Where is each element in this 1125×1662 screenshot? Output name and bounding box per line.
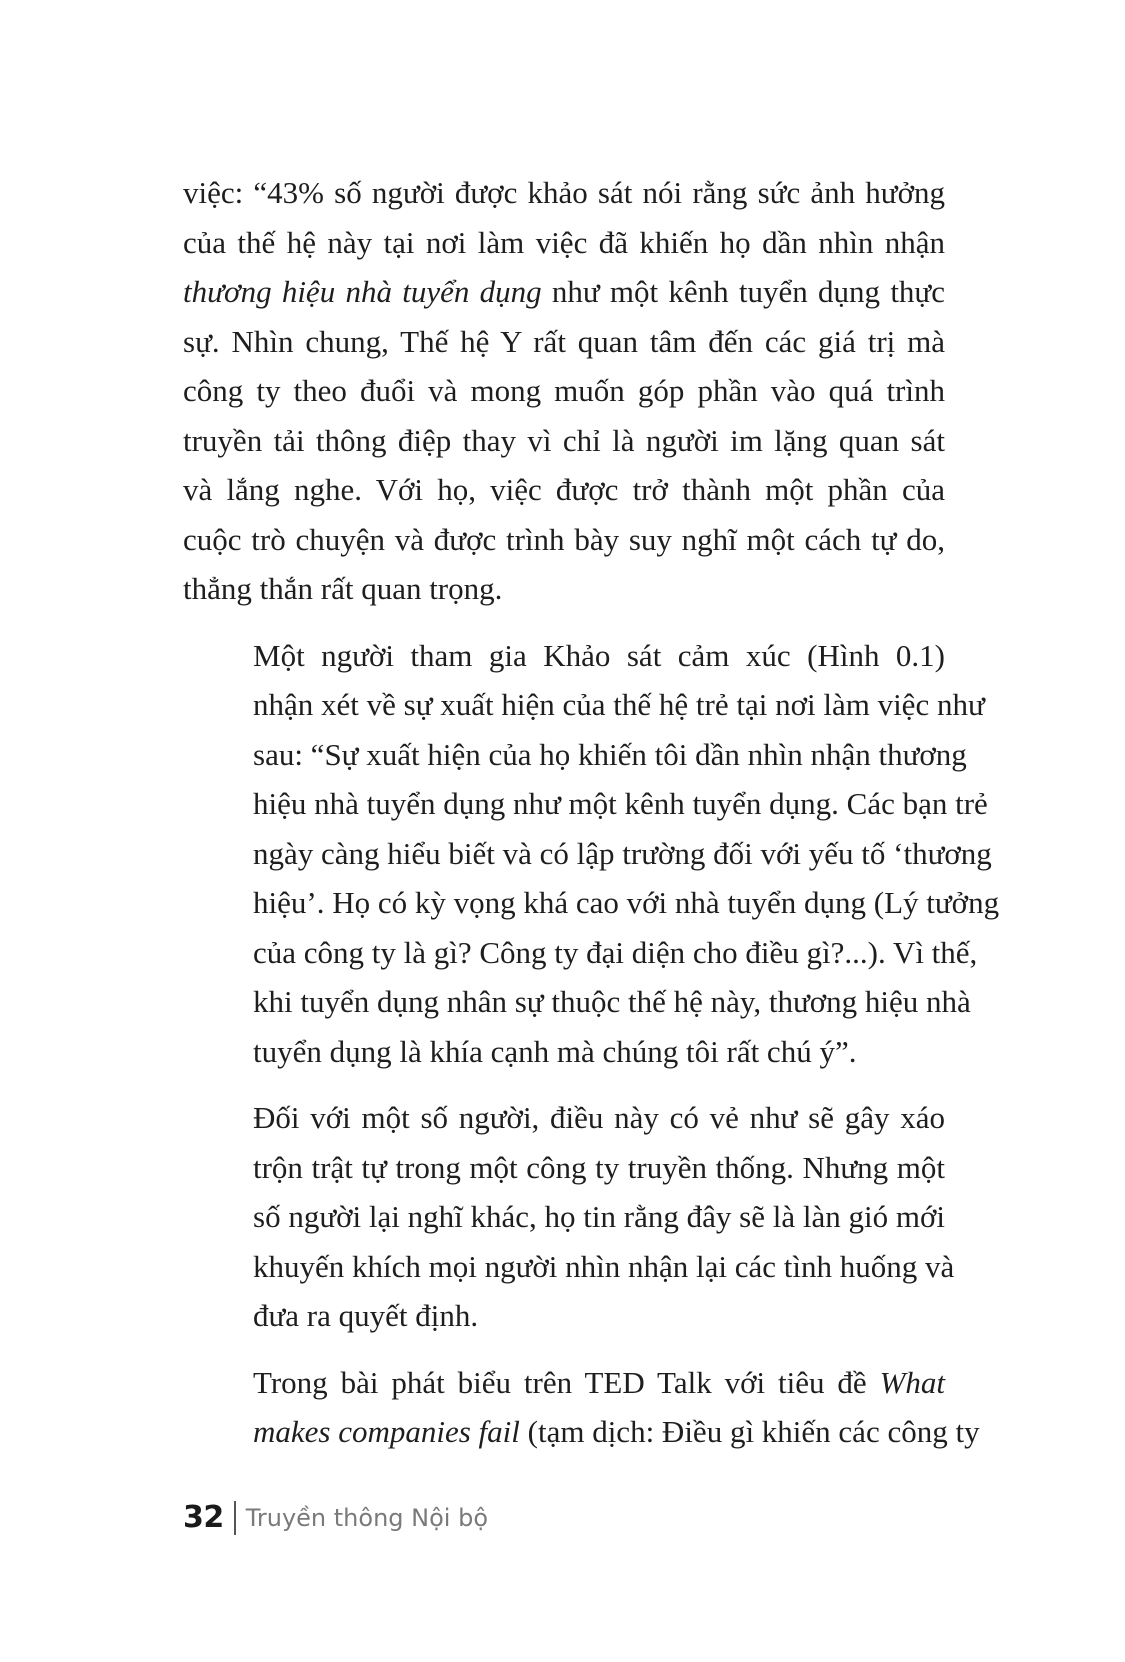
text-run: của thế hệ này tại nơi làm việc đã khiến họ dần nhìn nhận	[183, 224, 945, 260]
text-run: ngày càng hiểu biết và có lập trường đối với yếu tố ‘thương	[253, 835, 992, 871]
text-run: truyền tải thông điệp thay vì chỉ là người im lặng quan sát	[183, 422, 945, 458]
italic-text: makes companies fail	[253, 1414, 520, 1449]
text-run: và lắng nghe. Với họ, việc được trở thành một phần của	[183, 472, 945, 507]
text-run: (tạm dịch: Điều gì khiến các công ty	[519, 1414, 980, 1449]
text-line	[183, 564, 945, 614]
page-body	[183, 168, 1000, 1474]
text-line	[183, 1242, 955, 1292]
text-line	[183, 730, 967, 780]
text-run: của công ty là gì? Công ty đại diện cho điều gì?...). Vì thế,	[253, 934, 978, 970]
text-line	[183, 829, 992, 879]
text-line	[183, 1291, 945, 1341]
page-number: 32	[183, 1500, 224, 1535]
text-run: Trong bài phát biểu trên TED Talk với tiêu đề	[253, 1364, 880, 1400]
text-run: khi tuyển dụng nhân sự thuộc thế hệ này, thương hiệu nhà	[253, 984, 971, 1019]
text-run: hiệu’. Họ có kỳ vọng khá cao với nhà tuyển dụng (Lý tưởng	[253, 885, 1000, 920]
text-run: nhận xét về sự xuất hiện của thế hệ trẻ tại nơi làm việc như	[253, 687, 985, 722]
text-line	[183, 631, 945, 681]
paragraph	[183, 168, 945, 614]
paragraph	[183, 1358, 980, 1457]
text-run: khuyến khích mọi người nhìn nhận lại các tình huống và	[253, 1248, 955, 1284]
text-run: sau: “Sự xuất hiện của họ khiến tôi dần nhìn nhận thương	[253, 736, 967, 772]
text-line	[183, 317, 945, 367]
text-run: thẳng thắn rất quan trọng.	[183, 571, 503, 606]
paragraph	[183, 631, 1000, 1077]
text-run: cuộc trò chuyện và được trình bày suy nghĩ một cách tự do,	[183, 521, 945, 557]
text-line	[183, 1192, 945, 1242]
text-run: việc: “43% số người được khảo sát nói rằng sức ảnh hưởng	[183, 175, 945, 210]
text-line	[183, 878, 1000, 928]
paragraph	[183, 1093, 955, 1341]
italic-text: What	[879, 1364, 945, 1400]
text-line	[183, 1358, 945, 1408]
footer-divider	[234, 1501, 236, 1535]
text-run: đưa ra quyết định.	[253, 1298, 479, 1333]
italic-text: thương hiệu nhà tuyển dụng	[183, 274, 542, 309]
text-run: trộn trật tự trong một công ty truyền thống. Nhưng một	[253, 1149, 945, 1185]
text-line	[183, 416, 945, 466]
text-run: công ty theo đuổi và mong muốn góp phần vào quá trình	[183, 373, 945, 408]
running-title: Truyền thông Nội bộ	[245, 1503, 488, 1532]
text-run: sự. Nhìn chung, Thế hệ Y rất quan tâm đến các giá trị mà	[183, 323, 945, 359]
text-line	[183, 779, 988, 829]
text-line	[183, 1093, 945, 1143]
text-line	[183, 515, 945, 565]
text-line	[183, 1027, 945, 1077]
text-line	[183, 1407, 980, 1457]
text-run: hiệu nhà tuyển dụng như một kênh tuyển dụng. Các bạn trẻ	[253, 786, 988, 821]
text-line	[183, 465, 945, 515]
text-line	[183, 168, 945, 218]
page-footer	[183, 1500, 488, 1535]
text-run: như một kênh tuyển dụng thực	[541, 274, 945, 309]
text-line	[183, 977, 971, 1027]
text-run: tuyển dụng là khía cạnh mà chúng tôi rất chú ý”.	[253, 1033, 857, 1069]
text-line	[183, 267, 945, 317]
text-line	[183, 1143, 945, 1193]
text-run: số người lại nghĩ khác, họ tin rằng đây sẽ là làn gió mới	[253, 1199, 945, 1234]
text-line	[183, 680, 985, 730]
text-line	[183, 928, 978, 978]
text-line	[183, 218, 945, 268]
text-run: Một người tham gia Khảo sát cảm xúc (Hình 0.1)	[253, 637, 945, 673]
text-run: Đối với một số người, điều này có vẻ như sẽ gây xáo	[253, 1100, 945, 1135]
text-line	[183, 366, 945, 416]
